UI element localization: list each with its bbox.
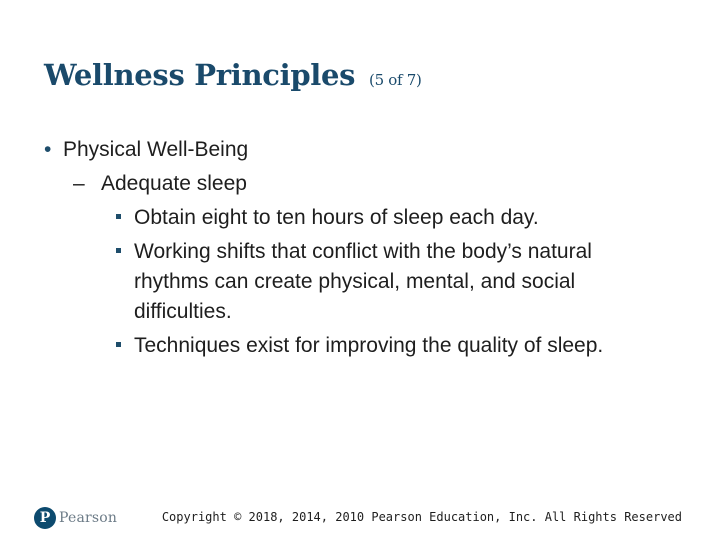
pearson-logo xyxy=(34,505,117,531)
copyright-notice: Copyright © 2018, 2014, 2010 Pearson Education, Inc. All Rights Reserved xyxy=(161,510,682,524)
level3-item-3-line-1: Techniques exist for improving the quality of sleep. xyxy=(134,334,604,357)
level3-item-2-line-3: difficulties. xyxy=(134,300,232,323)
level1-bullet: • xyxy=(44,138,52,161)
pearson-logo-wordmark: Pearson xyxy=(59,510,118,526)
pearson-logo-icon: P xyxy=(34,507,56,529)
level3-bullet xyxy=(116,248,121,253)
slide-title xyxy=(44,58,422,92)
level3-item-2-line-1: Working shifts that conflict with the body’s natural xyxy=(134,240,592,263)
title-page-indicator: (5 of 7) xyxy=(369,71,422,89)
level2-text: Adequate sleep xyxy=(101,172,247,195)
level1-text: Physical Well-Being xyxy=(63,138,249,161)
level3-bullet xyxy=(116,214,121,219)
level2-bullet: – xyxy=(73,172,85,195)
level3-bullet xyxy=(116,342,121,347)
title-text: Wellness Principles xyxy=(44,58,356,92)
level3-item-2-line-2: rhythms can create physical, mental, and social xyxy=(134,270,576,293)
level3-item-1-line-1: Obtain eight to ten hours of sleep each day. xyxy=(134,206,539,229)
